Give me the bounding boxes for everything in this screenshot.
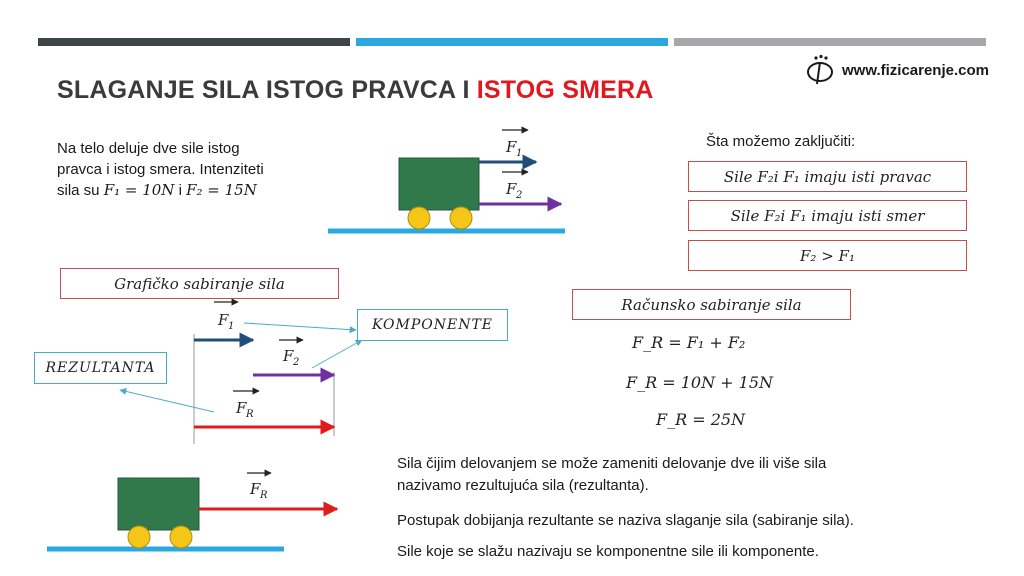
conclusions-heading: Šta možemo zaključiti: [706,133,856,150]
f2-sub-graphic: 2 [293,357,300,368]
logo-text: www.fizicarenje.com [842,61,989,79]
fr-label-bottom: F [250,480,261,498]
cart-wheel-bottom-left [128,526,150,548]
intro-conjunction: i [174,182,187,199]
components-paragraph: Sile koje se slažu nazivaju se komponentne sile ili komponente. [397,543,819,560]
conclusion-box-2: Sile F₂i F₁ imaju isti smer [688,200,967,231]
fr-label-graphic: F [236,399,247,417]
f1-sub-top: 1 [516,148,523,159]
callout-components-f1 [244,323,356,330]
cart-wheel-top-right [450,207,472,229]
title-main: SLAGANJE SILA ISTOG PRAVCA I [57,76,477,104]
cart-wheel-top-left [408,207,430,229]
f1-label-graphic: F [218,311,229,329]
definition-paragraph [397,453,977,497]
f1-sub-graphic: 1 [228,321,235,332]
fr-sub-bottom: R [260,490,268,501]
calc-addition-box: Računsko sabiranje sila [572,289,851,320]
callout-components-f2 [312,340,362,368]
intro-line-1: Na telo deluje dve sile istog [57,140,240,157]
intro-f2-value: F₂ = 15N [186,181,257,199]
callout-resultant [120,390,214,412]
f1-label-top: F [506,138,517,156]
calc-equation-1: F_R = F₁ + F₂ [632,333,746,352]
graphic-addition-box: Grafičko sabiranje sila [60,268,339,299]
fr-sub-graphic: R [246,409,254,420]
components-label-box: KOMPONENTE [357,309,508,341]
title-highlight: ISTOG SMERA [476,76,654,104]
definition-line-1: Sila čijim delovanjem se može zameniti delovanje dve ili više sila [397,455,827,472]
intro-line-3-prefix: sila su [57,182,104,199]
f2-sub-top: 2 [516,190,523,201]
conclusion-box-3: F₂ > F₁ [688,240,967,271]
intro-f1-value: F₁ = 10N [103,181,175,199]
intro-line-2: pravca i istog smera. Intenziteti [57,161,264,178]
resultant-label-box: REZULTANTA [34,352,167,384]
f2-label-graphic: F [283,347,294,365]
f2-label-top: F [506,180,517,198]
cart-body-top [399,158,479,210]
conclusion-box-1: Sile F₂i F₁ imaju isti pravac [688,161,967,192]
process-paragraph: Postupak dobijanja rezultante se naziva slaganje sila (sabiranje sila). [397,512,854,529]
definition-line-2: nazivamo rezultujuća sila (rezultanta). [397,477,649,494]
cart-body-bottom [118,478,199,530]
calc-equation-3: F_R = 25N [656,410,746,429]
cart-wheel-bottom-right [170,526,192,548]
calc-equation-2: F_R = 10N + 15N [626,373,774,392]
